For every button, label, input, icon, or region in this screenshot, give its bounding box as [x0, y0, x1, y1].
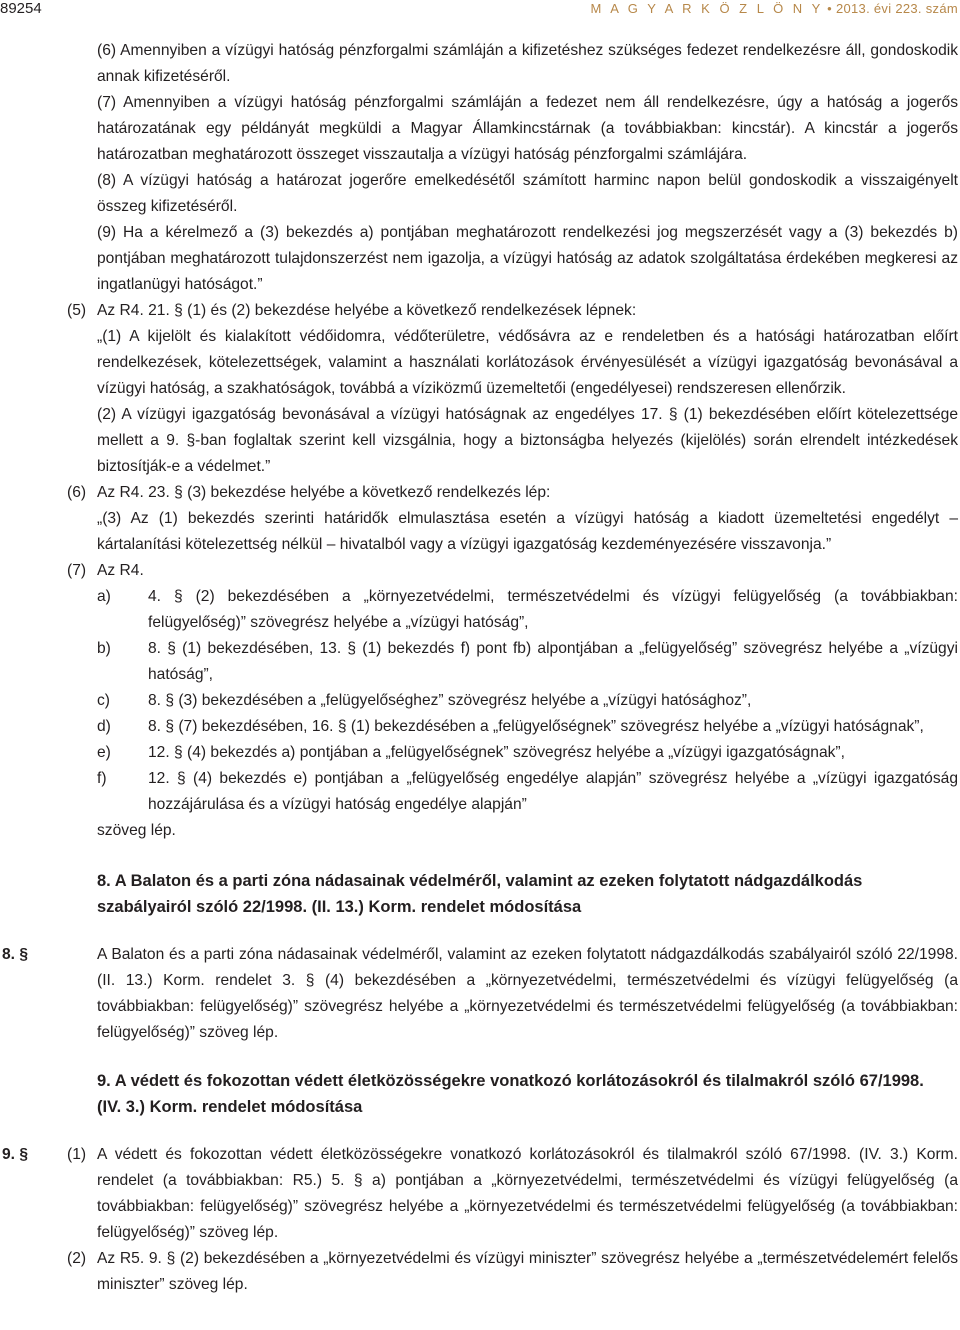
item-text: 4. § (2) bekezdésében a „környezetvédelmi, természetvédelmi és vízügyi felügyelőség (a továbbiakban: felügyelőség)” szövegrész helyébe a „vízügyi hatóság”,: [148, 588, 958, 631]
section-9: [0, 1142, 960, 1246]
subsection-label: (5): [67, 302, 87, 319]
paragraph-9: (9) Ha a kérelmező a (3) bekezdés a) pontjában meghatározott rendelkezési jog megszerzését vagy a (3) bekezdés b) pontjában meghatározott tulajdonszerzést nem igazolja, a vízügyi hatóság az adatok szolgáltatása érdekében megkeresi az ingatlanügyi hatóságot.”: [97, 224, 958, 293]
paragraph-6: (6) Amennyiben a vízügyi hatóság pénzforgalmi számláján a kifizetéshez szükséges fedezet rendelkezésre áll, gondoskodik annak kifizetéséről.: [97, 42, 958, 85]
issue-number: 2013. évi 223. szám: [835, 1, 958, 16]
section-text: A védett és fokozottan védett életközösségekre vonatkozó korlátozásokról és tilalmakról szóló 67/1998. (IV. 3.) Korm. rendelet (a továbbiakban: R5.) 5. § a) pontjában a „környezetvédelmi, természetvédelmi és vízügyi felügyelőség (a továbbiakban: felügyelőség)” szövegrész helyébe a „környezetvédelmi és természetvédelmi felügyelőség (a továbbiakban: felügyelőség)” szöveg lép.: [97, 1146, 958, 1241]
section-8: [0, 942, 960, 1046]
item-text: 8. § (1) bekezdésében, 13. § (1) bekezdés f) pont fb) alpontjában a „felügyelőség” szövegrész helyébe a „vízügyi hatóság”,: [148, 640, 958, 683]
subsection-label: (2): [67, 1250, 87, 1267]
item-text: 8. § (7) bekezdésében, 16. § (1) bekezdésében a „felügyelőségnek” szövegrész helyébe a „vízügyi hatóságnak”,: [148, 718, 924, 735]
document-body: [0, 38, 960, 1298]
publication-title: [590, 0, 958, 22]
amendment-item-c: [0, 688, 960, 714]
amendment-item-f: [0, 766, 960, 818]
page-number: 89254: [0, 0, 42, 17]
item-label: a): [97, 588, 111, 605]
section-number: 9. §: [2, 1146, 29, 1163]
publication-name: M A G Y A R K Ö Z L Ö N Y: [590, 1, 824, 16]
amendment-item-b: [0, 636, 960, 688]
item-text: 12. § (4) bekezdés a) pontjában a „felügyelőségnek” szövegrész helyébe a „vízügyi igazgatóságnak”,: [148, 744, 845, 761]
section-heading-8: 8. A Balaton és a parti zóna nádasainak védelméről, valamint az ezeken folytatott nádgazdálkodás szabályairól szóló 22/1998. (II. 13.) Korm. rendelet módosítása: [97, 872, 863, 916]
subsection-label: (7): [67, 562, 87, 579]
amendment-item-e: [0, 740, 960, 766]
quote-paragraph: „(3) Az (1) bekezdés szerinti határidők elmulasztása esetén a vízügyi hatóság a kiadott üzemeltetési engedélyt – kártalanítási kötelezettség nélkül – hivatalból vagy a vízügyi igazgatóság kezdeményezésére visszavonja.”: [97, 510, 958, 553]
subsection-6: [0, 480, 960, 506]
paragraph-8: (8) A vízügyi hatóság a határozat jogerőre emelkedésétől számított harminc napon belül gondoskodik a visszaigényelt összeg kifizetéséről.: [97, 172, 958, 215]
section-text: A Balaton és a parti zóna nádasainak védelméről, valamint az ezeken folytatott nádgazdálkodás szabályairól szóló 22/1998. (II. 13.) Korm. rendelet 3. § (4) bekezdésében a „környezetvédelmi, természetvédelmi és vízügyi felügyelőség (a továbbiakban: felügyelőség)” szövegrész helyébe a „környezetvédelmi és természetvédelmi felügyelőség (a továbbiakban: felügyelőség)” szöveg lép.: [97, 946, 958, 1041]
quote-paragraph-2: (2) A vízügyi igazgatóság bevonásával a vízügyi hatóságnak az engedélyes 17. § (1) bekezdésében előírt kötelezettsége mellett a 9. §-ban foglaltak szerint kell vizsgálnia, hogy a biztonságba helyezés (kijelölés) során elrendelt intézkedések biztosítják-e a védelmet.”: [97, 406, 958, 475]
section-number: 8. §: [2, 946, 29, 963]
quote-paragraph-1: „(1) A kijelölt és kialakított védőidomra, védőterületre, védősávra az e rendeletben és a hatósági határozatban előírt rendelkezések, kötelezettségek, valamint a használati korlátozások érvényesülését a vízügyi igazgatóság bevonásával a vízügyi hatóság, a szakhatóságok, továbbá a víziközmű üzemeltetői (engedélyesei) rendszeresen ellenőrzik.: [97, 328, 958, 397]
item-label: b): [97, 640, 111, 657]
subsection-intro: Az R4. 23. § (3) bekezdése helyébe a következő rendelkezés lép:: [97, 484, 551, 501]
bullet-separator: •: [827, 1, 833, 16]
item-label: d): [97, 718, 111, 735]
item-text: 12. § (4) bekezdés e) pontjában a „felügyelőség engedélye alapján” szövegrész helyébe a „vízügyi igazgatóság hozzájárulása és a vízügyi hatóság engedélye alapján”: [148, 770, 958, 813]
section-text: Az R5. 9. § (2) bekezdésében a „környezetvédelmi és vízügyi miniszter” szövegrész helyébe a „természetvédelemért felelős miniszter” szöveg lép.: [97, 1250, 958, 1293]
section-heading-9: 9. A védett és fokozottan védett életközösségekre vonatkozó korlátozásokról és tilalmakról szóló 67/1998. (IV. 3.) Korm. rendelet módosítása: [97, 1072, 924, 1116]
item-text: 8. § (3) bekezdésében a „felügyelőséghez” szövegrész helyébe a „vízügyi hatósághoz”,: [148, 692, 752, 709]
amendment-item-d: [0, 714, 960, 740]
amendment-item-a: [0, 584, 960, 636]
subsection-5: [0, 298, 960, 324]
paragraph-7: (7) Amennyiben a vízügyi hatóság pénzforgalmi számláján a fedezet nem áll rendelkezésre, úgy a hatóság a jogerős határozatának egy példányát megküldi a Magyar Államkincstárnak (a továbbiakban: kincstár). A kincstár a jogerős határozatban meghatározott összeget visszautalja a vízügyi hatóság pénzforgalmi számlájára.: [97, 94, 958, 163]
subsection-intro: Az R4. 21. § (1) és (2) bekezdése helyébe a következő rendelkezések lépnek:: [97, 302, 637, 319]
item-label: c): [97, 692, 110, 709]
item-label: f): [97, 770, 107, 787]
item-label: e): [97, 744, 111, 761]
section-9-subsection-2: [0, 1246, 960, 1298]
page-header: [0, 0, 960, 16]
subsection-7: [0, 558, 960, 584]
subsection-label: (1): [67, 1146, 87, 1163]
subsection-label: (6): [67, 484, 87, 501]
subsection-outro: szöveg lép.: [97, 822, 176, 839]
subsection-intro: Az R4.: [97, 562, 144, 579]
